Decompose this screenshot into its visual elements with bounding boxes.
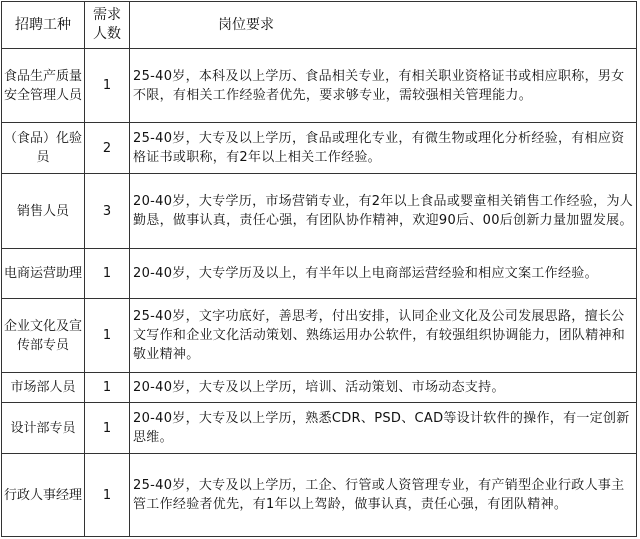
- count-cell: 1: [85, 299, 130, 373]
- count-cell: 2: [85, 123, 130, 174]
- requirements-cell: 20-40岁，大专学历及以上，有半年以上电商部运营经验和相应文案工作经验。: [130, 249, 637, 299]
- count-cell: 3: [85, 174, 130, 249]
- table-row: [2, 249, 637, 299]
- position-cell: 企业文化及宣传部专员: [2, 299, 85, 373]
- requirements-cell: 20-40岁，大专及以上学历，熟悉CDR、PSD、CAD等设计软件的操作，有一定创新思维。: [130, 403, 637, 454]
- table-row: [2, 49, 637, 123]
- requirements-cell: 20-40岁，大专及以上学历，培训、活动策划、市场动态支持。: [130, 373, 637, 403]
- position-cell: 设计部专员: [2, 403, 85, 454]
- position-cell: 市场部人员: [2, 373, 85, 403]
- count-cell: 1: [85, 373, 130, 403]
- header-count: 需求人数: [85, 2, 130, 49]
- position-cell: 销售人员: [2, 174, 85, 249]
- count-cell: 1: [85, 249, 130, 299]
- requirements-cell: 25-40岁，大专及以上学历，食品或理化专业，有微生物或理化分析经验，有相应资格证书或职称，有2年以上相关工作经验。: [130, 123, 637, 174]
- count-cell: 1: [85, 403, 130, 454]
- table-row: [2, 174, 637, 249]
- table-row: [2, 373, 637, 403]
- position-cell: （食品）化验员: [2, 123, 85, 174]
- requirements-cell: 25-40岁，本科及以上学历、食品相关专业，有相关职业资格证书或相应职称，男女不限，有相关工作经验者优先，要求够专业，需较强相关管理能力。: [130, 49, 637, 123]
- requirements-cell: 25-40岁，文字功底好，善思考，付出安排，认同企业文化及公司发展思路，擅长公文写作和企业文化活动策划、熟练运用办公软件，有较强组织协调能力，团队精神和敬业精神。: [130, 299, 637, 373]
- table-row: [2, 299, 637, 373]
- table-row: [2, 403, 637, 454]
- count-cell: 1: [85, 49, 130, 123]
- header-row: [2, 2, 637, 49]
- header-position: 招聘工种: [2, 2, 85, 49]
- requirements-cell: 25-40岁，大专及以上学历，工企、行管或人资管理专业，有产销型企业行政人事主管工作经验者优先，有1年以上驾龄，做事认真，责任心强，有团队精神。: [130, 454, 637, 537]
- count-cell: 1: [85, 454, 130, 537]
- table-row: [2, 123, 637, 174]
- position-cell: 电商运营助理: [2, 249, 85, 299]
- table-row: [2, 454, 637, 537]
- position-cell: 行政人事经理: [2, 454, 85, 537]
- header-requirements: 岗位要求: [130, 2, 637, 49]
- requirements-cell: 20-40岁，大专学历，市场营销专业，有2年以上食品或婴童相关销售工作经验，为人勤恳，做事认真，责任心强，有团队协作精神，欢迎90后、00后创新力量加盟发展。: [130, 174, 637, 249]
- recruitment-table: [1, 1, 637, 537]
- position-cell: 食品生产质量安全管理人员: [2, 49, 85, 123]
